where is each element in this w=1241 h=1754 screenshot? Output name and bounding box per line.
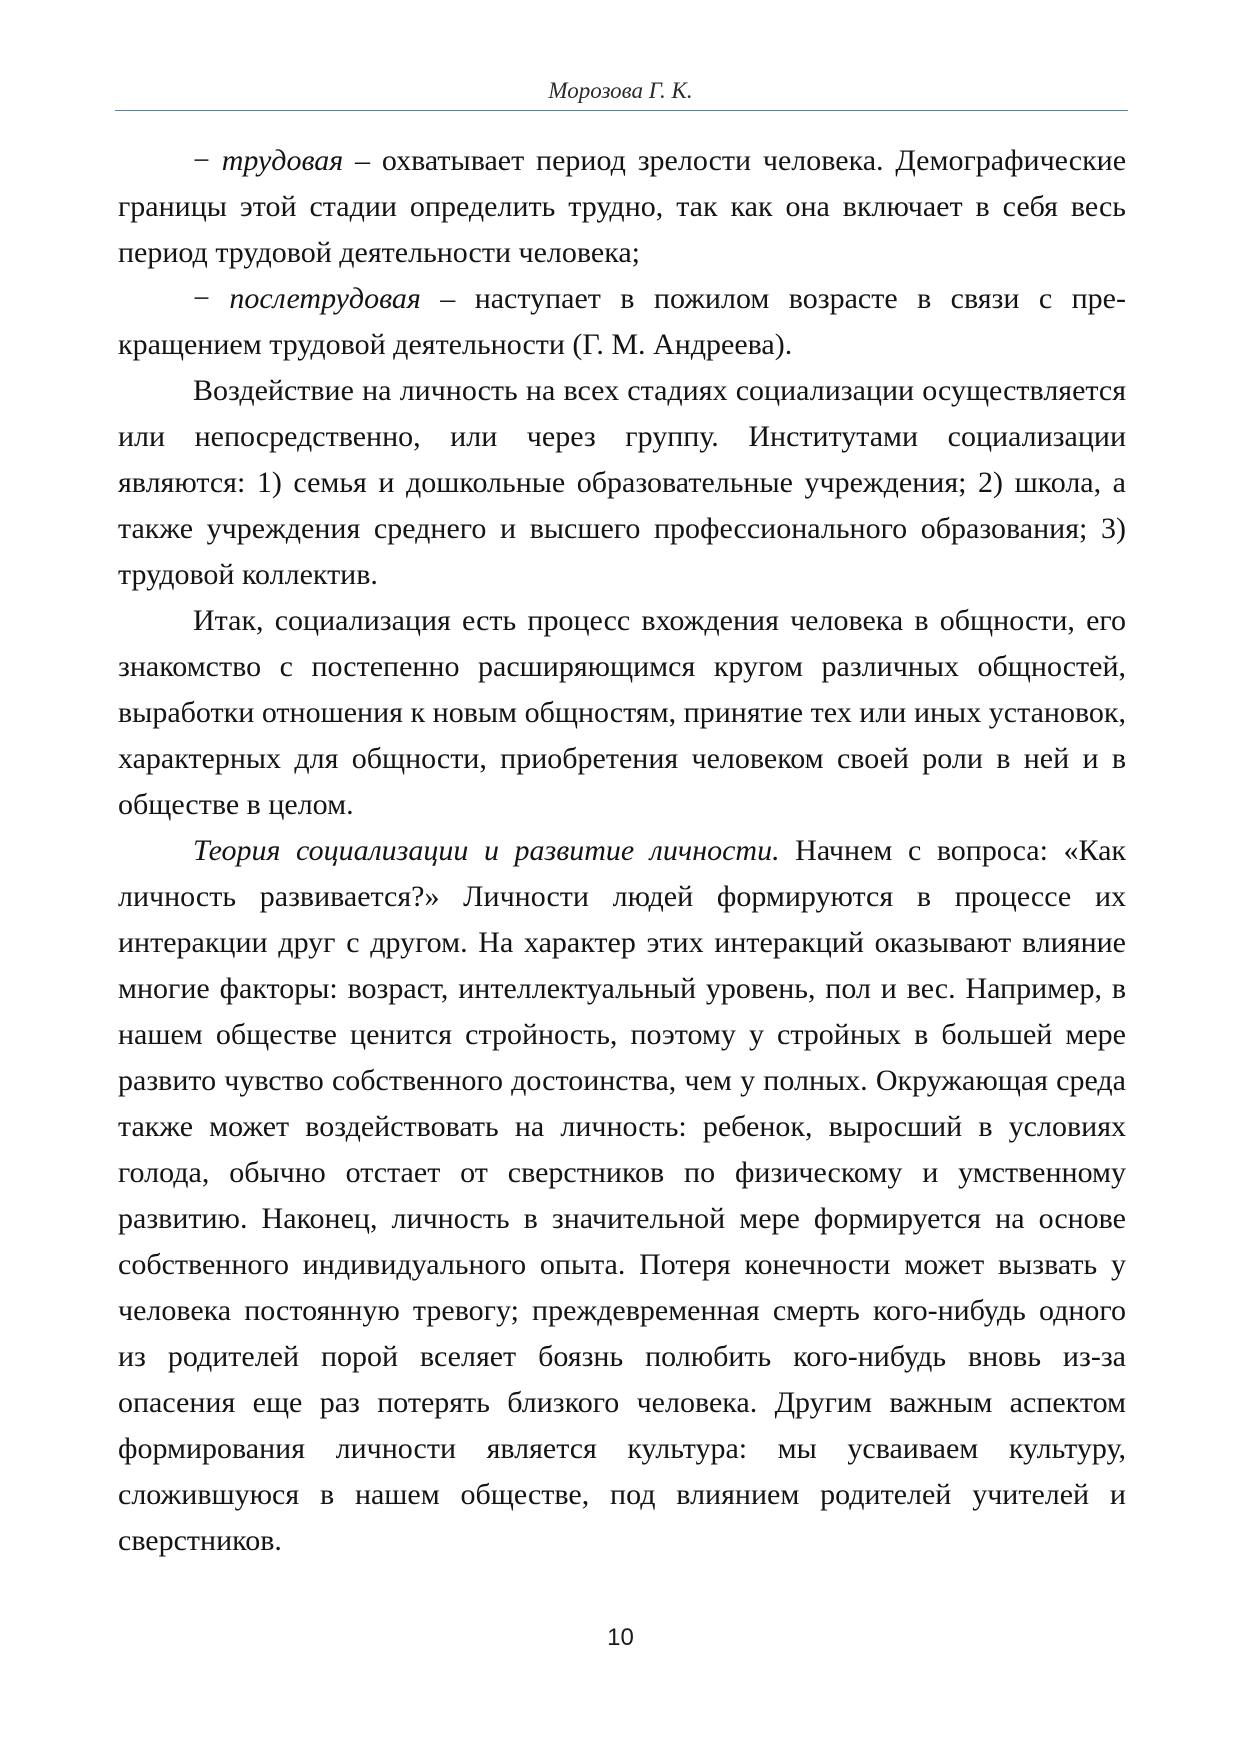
- paragraph-theory: [118, 828, 1126, 1564]
- paragraph-stage-postlabor: [118, 276, 1126, 368]
- section-heading-inline: Теория социализации и развитие личности.: [193, 834, 780, 867]
- paragraph-institutions: [118, 368, 1126, 598]
- paragraph-text: Воздействие на личность на всех стадиях социализации осуществляется или непосредственно, или через группу. Институтами социализации являются: 1) семья и дошкольные образовательные учреждения; 2) школа, а также учреждения среднего и высшего профессионального образования; 3) трудовой коллектив.: [118, 374, 1126, 591]
- body-text: [118, 138, 1126, 1564]
- dash: −: [193, 144, 222, 177]
- paragraph-socialization-summary: [118, 598, 1126, 828]
- paragraph-text: Итак, социализация есть процесс вхождения человека в общности, его знакомство с постепенно расширяющимся кругом различных общностей, выработки отношения к новым общностям, принятие тех или иных установок, характерных для общности, приобретения человеком своей роли в ней и в обществе в целом.: [118, 604, 1126, 821]
- dash: −: [193, 282, 230, 315]
- paragraph-stage-labor: [118, 138, 1126, 276]
- term-labor: трудовая: [221, 144, 344, 177]
- term-postlabor: послетрудовая: [229, 282, 421, 315]
- running-header: Морозова Г. К.: [548, 78, 693, 103]
- paragraph-text: – наступает в пожилом возрасте в связи с прекращением трудовой деятельности (Г. М. Андреева).: [118, 282, 1126, 361]
- page-number: 10: [607, 1624, 634, 1651]
- paragraph-text: – охватывает период зрелости человека. Демографические границы этой стадии определить трудно, так как она включает в себя весь период трудовой деятельности человека;: [118, 144, 1127, 269]
- paragraph-text: Начнем с вопроса: «Как личность развивается?» Личности людей формируются в процессе их интеракции друг с другом. На характер этих интеракций оказывают влияние многие факторы: возраст, интеллектуальный уровень, пол и вес. Например, в нашем обществе ценится стройность, поэтому у стройных в большей мере развито чувство собственного достоинства, чем у полных. Окружающая среда также может воздействовать на личность: ребенок, выросший в условиях голода, обычно отстает от сверстников по физическому и умственному развитию. Наконец, личность в значительной мере формируется на основе собственного индивидуального опыта. Потеря конечности может вызвать у человека постоянную тревогу; преждевременная смерть кого-нибудь одного из родителей порой вселяет боязнь полюбить кого-нибудь вновь из-за опасения еще раз потерять близкого человека. Другим важным аспектом формирования личности является культура: мы усваиваем культуру, сложившуюся в нашем обществе, под влиянием родителей учителей и сверстников.: [118, 834, 1126, 1557]
- header-rule: [115, 110, 1128, 111]
